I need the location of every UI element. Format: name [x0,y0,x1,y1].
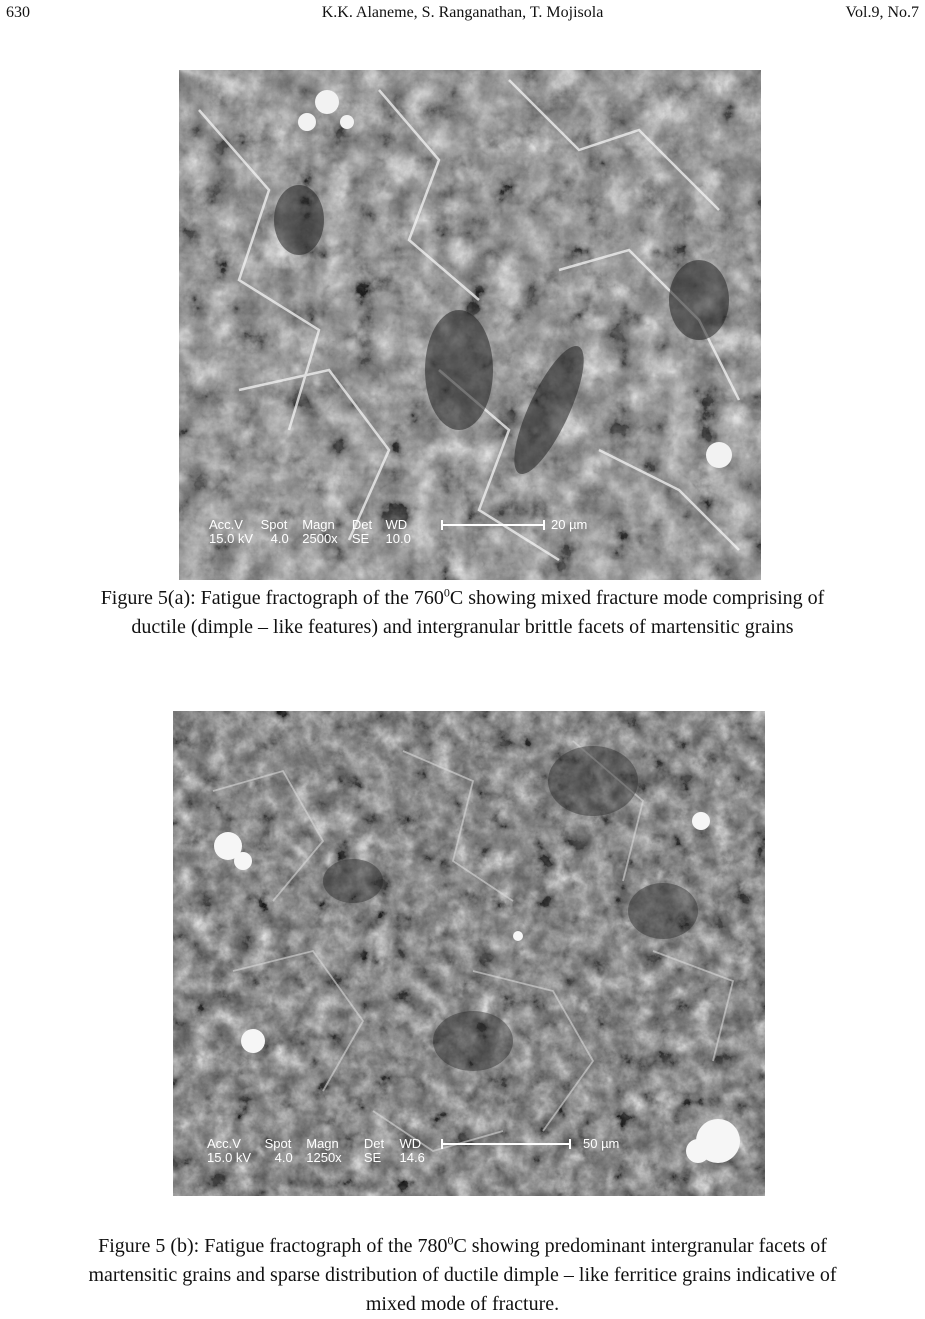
sem-acc-value: 15.0 kV [209,531,254,546]
caption-a-text-cont: C showing mixed fracture mode comprising of [449,587,825,609]
sem-databar-a [209,518,416,546]
sem-magn-label: Magn [302,517,335,532]
sem-wd-label: WD [385,517,408,532]
sem-acc-value: 15.0 kV [207,1150,252,1165]
sem-det-label: Det [363,1136,385,1151]
sem-wd-value: 10.0 [385,531,411,546]
caption-b-text: Figure 5 (b): Fatigue fractograph of the 780 [98,1235,448,1257]
sem-acc-label: Acc.V [209,517,243,532]
sem-magn-value: 1250x [306,1150,342,1165]
figure-5b-image [173,711,765,1196]
sem-wd-label: WD [399,1136,422,1151]
sem-magn-label: Magn [306,1136,339,1151]
figure-5a-caption [0,584,925,642]
caption-b-text-cont: C showing predominant intergranular facets of [453,1235,827,1257]
figure-5b-caption [0,1232,925,1319]
scale-bar-b [441,1139,571,1149]
sem-wd-value: 14.6 [399,1150,425,1165]
sem-spot-label: Spot [260,517,288,532]
sem-databar-b [207,1137,430,1165]
sem-spot-value: 4.0 [270,531,289,546]
sem-det-value: SE [363,1150,382,1165]
caption-a-text: Figure 5(a): Fatigue fractograph of the 760 [100,587,444,609]
scale-label-a: 20 µm [551,517,588,532]
scale-bar-a [441,520,545,530]
sem-acc-label: Acc.V [207,1136,241,1151]
sem-det-label: Det [351,517,373,532]
header-authors: K.K. Alaneme, S. Ranganathan, T. Mojisola [321,4,604,21]
caption-b-superscript: 0 [447,1233,454,1248]
sem-magn-value: 2500x [302,531,338,546]
fractograph-a-graphic [179,70,761,580]
sem-det-value: SE [351,531,370,546]
figure-5a-image [179,70,761,580]
caption-a-superscript: 0 [443,585,450,600]
caption-a-line2: ductile (dimple – like features) and intergranular brittle facets of martensitic grains [131,616,794,638]
header-volume: Vol.9, No.7 [845,4,919,21]
fractograph-b-graphic [173,711,765,1196]
caption-b-line2: martensitic grains and sparse distribution of ductile dimple – like ferritice grains indicative of [88,1264,837,1286]
caption-b-line3: mixed mode of fracture. [365,1293,560,1315]
sem-spot-label: Spot [264,1136,292,1151]
scale-label-b: 50 µm [583,1136,620,1151]
running-header [0,4,925,28]
page-number: 630 [6,4,30,21]
sem-spot-value: 4.0 [274,1150,293,1165]
